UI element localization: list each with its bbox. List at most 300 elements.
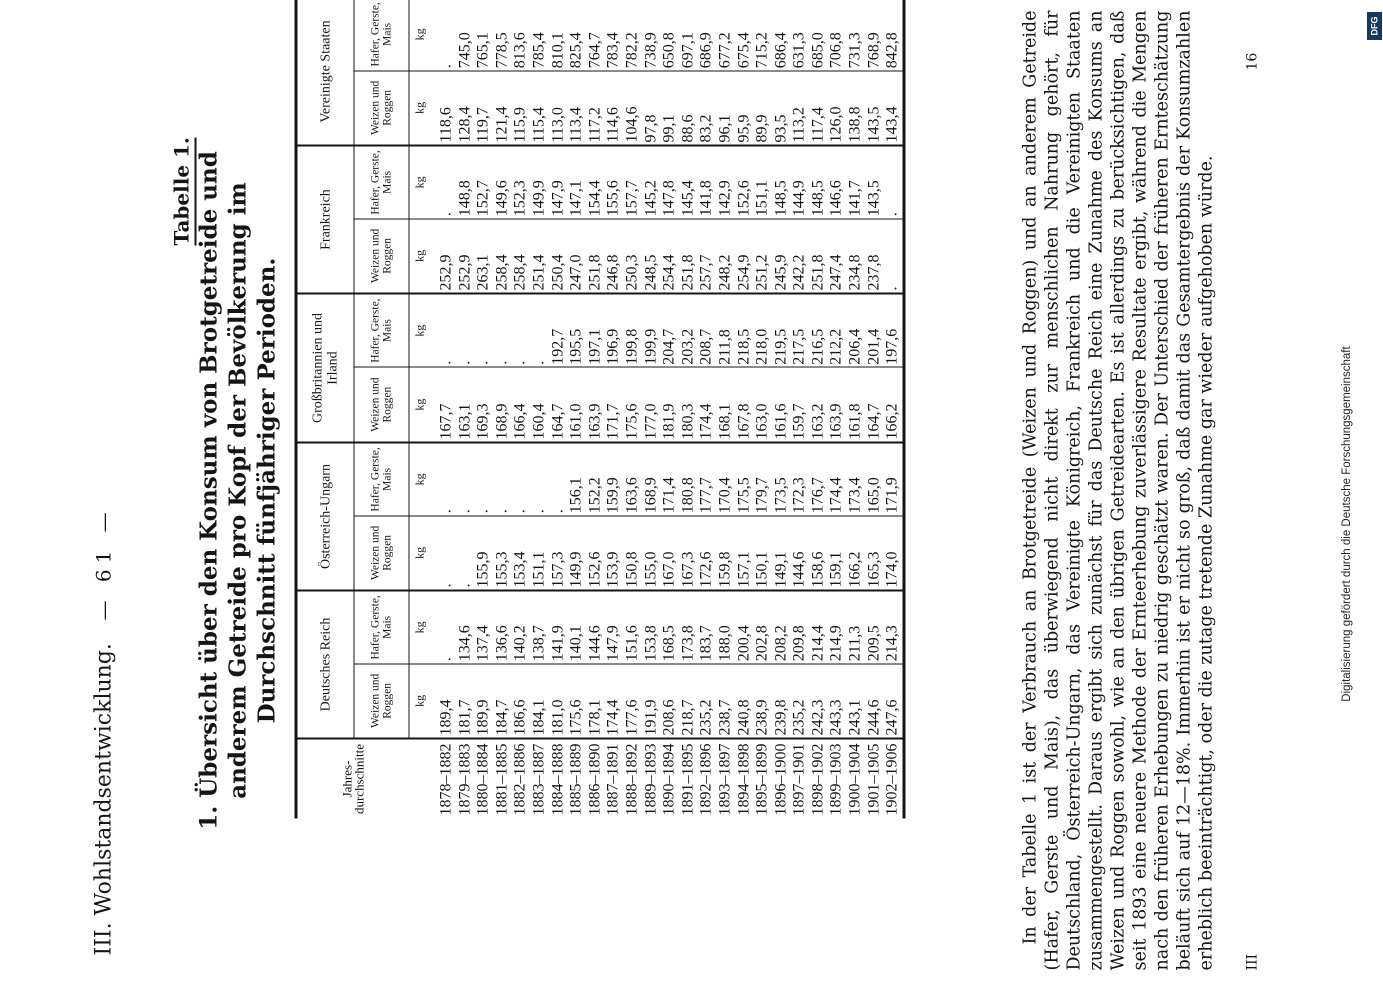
year-cell: 1887–1891 — [604, 743, 622, 816]
value-cell: 153,4 — [512, 516, 531, 591]
value-cell: 189,4 — [430, 664, 457, 739]
value-cell: 686,4 — [772, 0, 791, 71]
value-cell: 163,9 — [828, 367, 847, 442]
value-cell: 706,8 — [828, 0, 847, 71]
value-cell: . — [456, 443, 475, 516]
table-row — [791, 0, 810, 819]
value-cell: 93,5 — [772, 71, 791, 146]
value-cell: 149,6 — [493, 146, 512, 219]
value-cell: 810,1 — [549, 0, 568, 71]
page-number: — 61 — — [91, 506, 116, 621]
value-cell: 204,7 — [661, 294, 680, 368]
value-cell: 211,8 — [716, 294, 735, 368]
value-cell: 715,2 — [754, 0, 773, 71]
value-cell: 167,0 — [661, 516, 680, 591]
value-cell: 167,8 — [735, 367, 754, 442]
year-cell: 1880–1884 — [474, 743, 492, 816]
value-cell: 180,8 — [679, 443, 698, 516]
value-cell: 243,1 — [847, 664, 866, 739]
value-cell: . — [430, 0, 457, 71]
value-cell: 813,6 — [512, 0, 531, 71]
value-cell: . — [430, 443, 457, 516]
year-cell: 1900–1904 — [846, 743, 864, 816]
subheader-weizen-roggen: Weizen und Roggen — [354, 71, 409, 146]
value-cell: 168,1 — [716, 367, 735, 442]
table-row — [679, 0, 698, 819]
year-cell: 1886–1890 — [586, 743, 604, 816]
value-cell: 140,2 — [512, 591, 531, 664]
value-cell: 147,1 — [568, 146, 587, 219]
value-cell: 95,9 — [735, 71, 754, 146]
value-cell: 172,6 — [698, 516, 717, 591]
value-cell: 170,4 — [716, 443, 735, 516]
value-cell: . — [530, 294, 549, 368]
value-cell: 115,4 — [530, 71, 549, 146]
value-cell: 153,8 — [642, 591, 661, 664]
value-cell: 178,1 — [586, 664, 605, 739]
value-cell: 218,0 — [754, 294, 773, 368]
value-cell: . — [493, 294, 512, 368]
value-cell: . — [430, 591, 457, 664]
value-cell: 177,0 — [642, 367, 661, 442]
value-cell: 155,3 — [493, 516, 512, 591]
value-cell: 151,1 — [530, 516, 549, 591]
unit-label: kg — [409, 591, 430, 664]
value-cell: . — [456, 516, 475, 591]
value-cell: 199,9 — [642, 294, 661, 368]
table-label: Tabelle 1. — [170, 137, 197, 245]
value-cell: 167,7 — [430, 367, 457, 442]
year-cell: 1889–1893 — [642, 743, 660, 816]
value-cell: 252,9 — [430, 219, 457, 294]
unit-label: kg — [409, 516, 430, 591]
year-cell: 1882–1886 — [511, 743, 529, 816]
value-cell: 189,9 — [475, 664, 494, 739]
value-cell: 186,6 — [512, 664, 531, 739]
sheet-number: 16 — [1244, 52, 1261, 71]
group-header-grossbritannien: Großbritannien und Irland — [296, 294, 354, 443]
value-cell: 171,7 — [605, 367, 624, 442]
unit-row — [409, 0, 430, 819]
value-cell: 159,8 — [716, 516, 735, 591]
value-cell: 218,5 — [735, 294, 754, 368]
value-cell: 174,4 — [828, 443, 847, 516]
value-cell: 175,6 — [568, 664, 587, 739]
value-cell: 209,5 — [865, 591, 884, 664]
value-cell: 235,2 — [698, 664, 717, 739]
group-header-frankreich: Frankreich — [296, 146, 354, 294]
value-cell: 155,0 — [642, 516, 661, 591]
value-cell: 200,4 — [735, 591, 754, 664]
group-header-deutsches-reich: Deutsches Reich — [296, 591, 354, 739]
value-cell: 166,2 — [847, 516, 866, 591]
table-row — [642, 0, 661, 819]
value-cell: 247,4 — [828, 219, 847, 294]
table-row — [884, 0, 904, 819]
unit-label: kg — [409, 367, 430, 442]
value-cell: 168,9 — [493, 367, 512, 442]
value-cell: 165,0 — [865, 443, 884, 516]
value-cell: 171,4 — [661, 443, 680, 516]
value-cell: 128,4 — [456, 71, 475, 146]
subheader-hafer-gerste-mais: Hafer, Gerste, Mais — [354, 294, 409, 368]
value-cell: 785,4 — [530, 0, 549, 71]
year-cell: 1878–1882 — [437, 743, 455, 816]
value-cell: 161,6 — [772, 367, 791, 442]
value-cell: 143,5 — [865, 146, 884, 219]
value-cell: 247,0 — [568, 219, 587, 294]
value-cell: 138,8 — [847, 71, 866, 146]
table-row — [605, 0, 624, 819]
table-row — [847, 0, 866, 819]
value-cell: 145,2 — [642, 146, 661, 219]
value-cell: 183,7 — [698, 591, 717, 664]
value-cell: 147,9 — [605, 591, 624, 664]
value-cell: 251,8 — [586, 219, 605, 294]
value-cell: 252,9 — [456, 219, 475, 294]
unit-label: kg — [409, 294, 430, 368]
value-cell: 214,4 — [809, 591, 828, 664]
value-cell: 159,7 — [791, 367, 810, 442]
value-cell: 197,1 — [586, 294, 605, 368]
value-cell: 163,9 — [586, 367, 605, 442]
value-cell: 782,2 — [623, 0, 642, 71]
value-cell: 163,0 — [754, 367, 773, 442]
value-cell: 206,4 — [847, 294, 866, 368]
value-cell: 251,8 — [809, 219, 828, 294]
table-row — [661, 0, 680, 819]
value-cell: 188,0 — [716, 591, 735, 664]
value-cell: 168,9 — [642, 443, 661, 516]
value-cell: 171,9 — [884, 443, 904, 516]
value-cell: 121,4 — [493, 71, 512, 146]
subheader-weizen-roggen: Weizen und Roggen — [354, 367, 409, 442]
value-cell: . — [884, 219, 904, 294]
table-row — [809, 0, 828, 819]
value-cell: . — [430, 516, 457, 591]
value-cell: 697,1 — [679, 0, 698, 71]
value-cell: 240,8 — [735, 664, 754, 739]
value-cell: . — [456, 294, 475, 368]
year-cell: 1892–1896 — [697, 743, 715, 816]
value-cell: 248,5 — [642, 219, 661, 294]
table-row — [865, 0, 884, 819]
value-cell: . — [512, 443, 531, 516]
year-cell: 1894–1898 — [735, 743, 752, 816]
value-cell: 152,3 — [512, 146, 531, 219]
value-cell: 192,7 — [549, 294, 568, 368]
value-cell: 168,5 — [661, 591, 680, 664]
value-cell: 238,7 — [716, 664, 735, 739]
subheader-hafer-gerste-mais: Hafer, Gerste, Mais — [354, 0, 409, 71]
table-row — [568, 0, 587, 819]
value-cell: 163,6 — [623, 443, 642, 516]
value-cell: 254,4 — [661, 219, 680, 294]
year-cell: 1901–1905 — [865, 743, 883, 816]
rotated-page — [0, 1, 1383, 1001]
value-cell: 166,2 — [884, 367, 904, 442]
value-cell: 250,4 — [549, 219, 568, 294]
value-cell: . — [493, 443, 512, 516]
value-cell: 156,1 — [568, 443, 587, 516]
value-cell: 238,9 — [754, 664, 773, 739]
value-cell: 113,4 — [568, 71, 587, 146]
value-cell: 137,4 — [475, 591, 494, 664]
value-cell: 89,9 — [754, 71, 773, 146]
table-body — [430, 0, 904, 819]
value-cell: 140,1 — [568, 591, 587, 664]
value-cell: 138,7 — [530, 591, 549, 664]
value-cell: . — [512, 294, 531, 368]
value-cell: 148,8 — [456, 146, 475, 219]
value-cell: 181,9 — [661, 367, 680, 442]
year-cell: 1883–1887 — [530, 743, 548, 816]
value-cell: 167,3 — [679, 516, 698, 591]
paragraph-text: In der Tabelle 1 ist der Verbrauch an Brotgetreide (Weizen und Roggen) und an anderem Getreide (Hafer, Gerste und Mais), das überwiegend nicht direkt zur menschlichen Nahrung gehört, für Deutschland, Österreich-Ungarn, das Vereinigte Königreich, Frankreich und die Vereinigten Staaten zusammengestellt. Daraus ergibt sich zunächst für das Deutsche Reich eine Zunahme des Konsums an Weizen und Roggen sowohl, wie an den übrigen Getreidearten. Es ist allerdings zu berücksichtigen, daß seit 1893 eine neuere Methode der Ernteerhebung zuverlässigere Resultate ergibt, während die Mengen nach den früheren Erhebungen zu niedrig geschätzt waren. Der Unterschied der früheren Ernteschätzung beläuft sich auf 12—18%. Immerhin ist er nicht so groß, daß damit das Gesamtergebnis der Konsumzahlen erheblich beeinträchtigt, oder die zutage tretende Zunahme gar wieder aufgehoben würde. — [1020, 10, 1217, 971]
value-cell: 783,4 — [605, 0, 624, 71]
subheader-weizen-roggen: Weizen und Roggen — [354, 516, 409, 591]
value-cell: 176,7 — [809, 443, 828, 516]
digitization-credit: Digitalisierung gefördert durch die Deutsche Forschungsgemeinschaft — [1341, 346, 1353, 702]
value-cell: 181,0 — [549, 664, 568, 739]
subheader-row — [354, 0, 409, 819]
value-cell: 88,6 — [679, 71, 698, 146]
value-cell: 174,0 — [884, 516, 904, 591]
value-cell: 161,8 — [847, 367, 866, 442]
value-cell: 745,0 — [456, 0, 475, 71]
value-cell: 173,5 — [772, 443, 791, 516]
value-cell: 155,6 — [605, 146, 624, 219]
value-cell: 159,1 — [828, 516, 847, 591]
table-row — [828, 0, 847, 819]
value-cell: 251,8 — [679, 219, 698, 294]
value-cell: 246,8 — [605, 219, 624, 294]
value-cell: 251,2 — [754, 219, 773, 294]
running-header-chapter: III. Wohlstandsentwicklung. — [91, 643, 117, 956]
value-cell: 175,6 — [623, 367, 642, 442]
subheader-weizen-roggen: Weizen und Roggen — [354, 219, 409, 294]
value-cell: 144,9 — [791, 146, 810, 219]
dfg-logo-text: DFG — [1369, 16, 1380, 36]
unit-label: kg — [409, 0, 430, 71]
value-cell: 174,4 — [605, 664, 624, 739]
value-cell: 243,3 — [828, 664, 847, 739]
table-row — [716, 0, 735, 819]
value-cell: 151,1 — [754, 146, 773, 219]
unit-label: kg — [409, 664, 430, 739]
value-cell: 119,7 — [475, 71, 494, 146]
value-cell: 154,4 — [586, 146, 605, 219]
value-cell: 768,9 — [865, 0, 884, 71]
year-cell: 1884–1888 — [549, 743, 567, 816]
value-cell: 134,6 — [456, 591, 475, 664]
value-cell: 258,4 — [512, 219, 531, 294]
value-cell: 163,1 — [456, 367, 475, 442]
signature-mark: III — [1244, 953, 1261, 971]
value-cell: 157,1 — [735, 516, 754, 591]
value-cell: 219,5 — [772, 294, 791, 368]
value-cell: 117,4 — [809, 71, 828, 146]
value-cell: 217,5 — [791, 294, 810, 368]
value-cell: 144,6 — [586, 591, 605, 664]
year-cell: 1896–1900 — [772, 743, 790, 816]
year-cell: 1879–1883 — [456, 743, 474, 816]
value-cell: 211,3 — [847, 591, 866, 664]
value-cell: 166,4 — [512, 367, 531, 442]
value-cell: 97,8 — [642, 71, 661, 146]
year-cell: 1888–1892 — [623, 743, 641, 816]
value-cell: 155,9 — [475, 516, 494, 591]
value-cell: 141,9 — [549, 591, 568, 664]
value-cell: 180,3 — [679, 367, 698, 442]
value-cell: 157,7 — [623, 146, 642, 219]
value-cell: 142,9 — [716, 146, 735, 219]
value-cell: 150,1 — [754, 516, 773, 591]
value-cell: 675,4 — [735, 0, 754, 71]
subheader-hafer-gerste-mais: Hafer, Gerste, Mais — [354, 443, 409, 516]
value-cell: 169,3 — [475, 367, 494, 442]
value-cell: 825,4 — [568, 0, 587, 71]
value-cell: 203,2 — [679, 294, 698, 368]
consumption-table — [295, 0, 906, 819]
value-cell: 141,7 — [847, 146, 866, 219]
value-cell: 144,6 — [791, 516, 810, 591]
table-title: 1. Übersicht über den Konsum von Brotgetreide und anderem Getreide pro Kopf der Bevölkerung im Durchschnitt fünfjähriger Perioden. — [195, 151, 281, 830]
group-header-oesterreich-ungarn: Österreich-Ungarn — [296, 443, 354, 591]
value-cell: 248,2 — [716, 219, 735, 294]
value-cell: 731,3 — [847, 0, 866, 71]
value-cell: 214,3 — [884, 591, 904, 664]
value-cell: 201,4 — [865, 294, 884, 368]
value-cell: 242,3 — [809, 664, 828, 739]
value-cell: 765,1 — [475, 0, 494, 71]
table-row — [430, 0, 457, 819]
value-cell: 126,0 — [828, 71, 847, 146]
value-cell: 147,8 — [661, 146, 680, 219]
year-cell: 1898–1902 — [809, 743, 827, 816]
value-cell: 251,4 — [530, 219, 549, 294]
value-cell: 99,1 — [661, 71, 680, 146]
year-cell: 1897–1901 — [790, 743, 808, 816]
year-cell: 1881–1885 — [493, 743, 511, 816]
value-cell: 764,7 — [586, 0, 605, 71]
value-cell: 181,7 — [456, 664, 475, 739]
value-cell: 239,8 — [772, 664, 791, 739]
value-cell: . — [430, 146, 457, 219]
value-cell: . — [530, 443, 549, 516]
unit-spacer — [409, 739, 430, 819]
value-cell: 245,9 — [772, 219, 791, 294]
value-cell: 677,2 — [716, 0, 735, 71]
value-cell: 165,3 — [865, 516, 884, 591]
table-row — [493, 0, 512, 819]
value-cell: . — [884, 146, 904, 219]
table-row — [530, 0, 549, 819]
value-cell: 146,6 — [828, 146, 847, 219]
group-header-vereinigte-staaten: Vereinigte Staaten — [296, 0, 354, 146]
value-cell: 685,0 — [809, 0, 828, 71]
table-row — [549, 0, 568, 819]
unit-label: kg — [409, 146, 430, 219]
value-cell: 195,5 — [568, 294, 587, 368]
value-cell: 208,2 — [772, 591, 791, 664]
value-cell: 96,1 — [716, 71, 735, 146]
value-cell: 738,9 — [642, 0, 661, 71]
value-cell: 113,2 — [791, 71, 810, 146]
value-cell: . — [475, 443, 494, 516]
value-cell: 202,8 — [754, 591, 773, 664]
table-row — [772, 0, 791, 819]
year-cell: 1902–1906 — [883, 743, 901, 816]
year-cell: 1893–1897 — [716, 743, 734, 816]
body-paragraph — [1020, 11, 1218, 971]
value-cell: 152,7 — [475, 146, 494, 219]
year-cell: 1899–1903 — [827, 743, 845, 816]
table-row — [586, 0, 605, 819]
subheader-weizen-roggen: Weizen und Roggen — [354, 664, 409, 739]
value-cell: 208,6 — [661, 664, 680, 739]
value-cell: 117,2 — [586, 71, 605, 146]
year-cell: 1891–1895 — [679, 743, 697, 816]
value-cell: 778,5 — [493, 0, 512, 71]
value-cell: 263,1 — [475, 219, 494, 294]
table-row — [754, 0, 773, 819]
value-cell: 145,4 — [679, 146, 698, 219]
value-cell: 143,4 — [884, 71, 904, 146]
year-cell: 1895–1899 — [753, 743, 771, 816]
year-cell: 1890–1894 — [660, 743, 678, 816]
value-cell: 244,6 — [865, 664, 884, 739]
value-cell: 235,2 — [791, 664, 810, 739]
value-cell: 149,9 — [530, 146, 549, 219]
value-cell: 237,8 — [865, 219, 884, 294]
value-cell: 216,5 — [809, 294, 828, 368]
value-cell: 141,8 — [698, 146, 717, 219]
table-row — [698, 0, 717, 819]
value-cell: 199,8 — [623, 294, 642, 368]
value-cell: 209,8 — [791, 591, 810, 664]
value-cell: 214,9 — [828, 591, 847, 664]
year-cell: 1885–1889 — [567, 743, 585, 816]
table-row — [456, 0, 475, 819]
value-cell: 115,9 — [512, 71, 531, 146]
value-cell: 152,6 — [735, 146, 754, 219]
value-cell: 842,8 — [884, 0, 904, 71]
value-cell: 631,3 — [791, 0, 810, 71]
value-cell: 160,4 — [530, 367, 549, 442]
value-cell: 149,1 — [772, 516, 791, 591]
value-cell: 247,6 — [884, 664, 904, 739]
value-cell: 191,9 — [642, 664, 661, 739]
value-cell: 151,6 — [623, 591, 642, 664]
subheader-hafer-gerste-mais: Hafer, Gerste, Mais — [354, 146, 409, 219]
value-cell: 136,6 — [493, 591, 512, 664]
value-cell: 164,7 — [549, 367, 568, 442]
value-cell: 174,4 — [698, 367, 717, 442]
value-cell: 175,5 — [735, 443, 754, 516]
value-cell: . — [430, 294, 457, 368]
unit-label: kg — [409, 219, 430, 294]
value-cell: 114,6 — [605, 71, 624, 146]
value-cell: 177,7 — [698, 443, 717, 516]
value-cell: 158,6 — [809, 516, 828, 591]
dfg-logo — [1367, 12, 1382, 40]
table-row — [623, 0, 642, 819]
year-column-header: Jahres-durchschnitte — [339, 743, 367, 815]
subheader-hafer-gerste-mais: Hafer, Gerste, Mais — [354, 591, 409, 664]
value-cell: 113,0 — [549, 71, 568, 146]
value-cell: 118,6 — [430, 71, 457, 146]
